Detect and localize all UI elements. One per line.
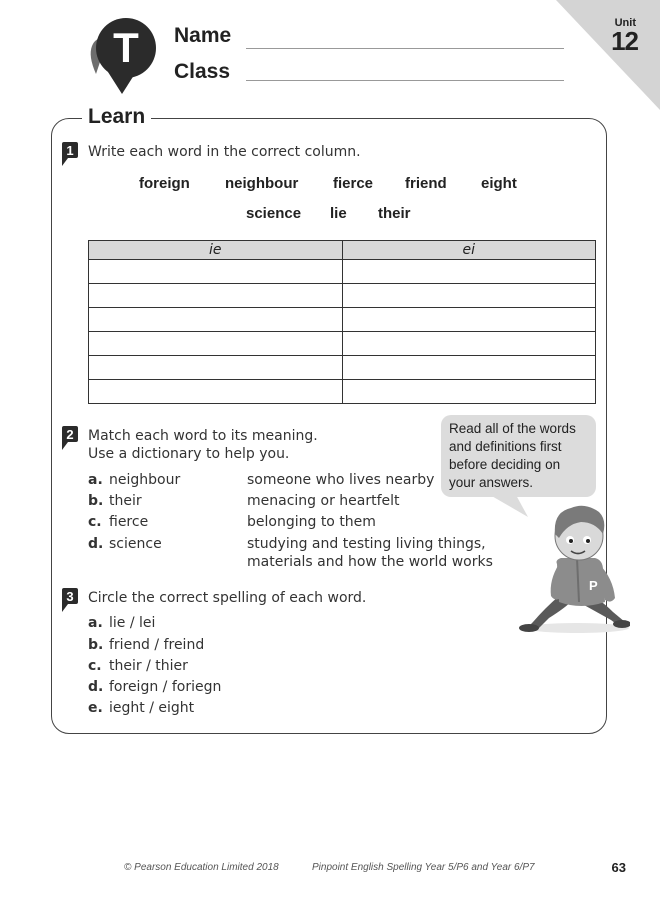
spelling-option[interactable]: friend / freind bbox=[109, 637, 205, 653]
match-letter: d. bbox=[88, 536, 104, 552]
question-3-badge-icon bbox=[60, 588, 80, 612]
answer-cell[interactable] bbox=[342, 332, 596, 356]
question-2-number: 2 bbox=[66, 427, 74, 442]
match-meaning[interactable]: studying and testing living things, bbox=[247, 536, 486, 552]
answer-cell[interactable] bbox=[89, 356, 343, 380]
question-2-badge-icon bbox=[60, 426, 80, 450]
match-word[interactable]: science bbox=[109, 536, 162, 552]
word-science: science bbox=[246, 205, 302, 222]
match-letter: a. bbox=[88, 472, 103, 488]
class-label: Class bbox=[174, 60, 231, 83]
tip-text bbox=[449, 420, 595, 492]
answer-cell[interactable] bbox=[342, 308, 596, 332]
question-3-instruction: Circle the correct spelling of each word. bbox=[88, 590, 367, 606]
sorting-table bbox=[88, 240, 596, 404]
footer-copyright: © Pearson Education Limited 2018 bbox=[124, 862, 279, 873]
name-label: Name bbox=[174, 24, 232, 47]
unit-logo-t-icon bbox=[86, 16, 158, 96]
name-line[interactable] bbox=[246, 48, 564, 49]
spelling-option[interactable]: foreign / foriegn bbox=[109, 679, 222, 695]
question-3-number: 3 bbox=[66, 589, 74, 604]
answer-cell[interactable] bbox=[342, 284, 596, 308]
word-foreign: foreign bbox=[139, 175, 190, 192]
answer-cell[interactable] bbox=[89, 308, 343, 332]
tip-line: before deciding on bbox=[449, 457, 561, 472]
answer-cell[interactable] bbox=[89, 332, 343, 356]
spelling-option[interactable]: lie / lei bbox=[109, 615, 156, 631]
word-eight: eight bbox=[481, 175, 517, 192]
tip-line: your answers. bbox=[449, 475, 534, 490]
svg-text:P: P bbox=[589, 578, 598, 593]
question-1-instruction: Write each word in the correct column. bbox=[88, 144, 361, 160]
answer-cell[interactable] bbox=[89, 380, 343, 404]
question-1-badge-icon bbox=[60, 142, 80, 166]
question-2-instruction-line1: Match each word to its meaning. bbox=[88, 428, 318, 444]
answer-cell[interactable] bbox=[89, 284, 343, 308]
match-word[interactable]: neighbour bbox=[109, 472, 181, 488]
match-word[interactable]: fierce bbox=[109, 514, 149, 530]
logo-letter: T bbox=[113, 24, 139, 71]
match-word[interactable]: their bbox=[109, 493, 142, 509]
table-row bbox=[89, 260, 596, 284]
word-fierce: fierce bbox=[333, 175, 374, 192]
answer-cell[interactable] bbox=[342, 356, 596, 380]
answer-cell[interactable] bbox=[342, 380, 596, 404]
page-number: 63 bbox=[611, 860, 626, 875]
word-their: their bbox=[378, 205, 411, 222]
table-row bbox=[89, 332, 596, 356]
table-row bbox=[89, 356, 596, 380]
spelling-letter: b. bbox=[88, 637, 104, 653]
word-neighbour: neighbour bbox=[225, 175, 299, 192]
tip-line: and definitions first bbox=[449, 439, 562, 454]
unit-number: 12 bbox=[611, 26, 638, 56]
column-header-ie: ie bbox=[89, 241, 343, 260]
spelling-letter: d. bbox=[88, 679, 104, 695]
answer-cell[interactable] bbox=[89, 260, 343, 284]
spelling-option[interactable]: ieght / eight bbox=[109, 700, 195, 716]
match-letter: b. bbox=[88, 493, 104, 509]
column-header-ei: ei bbox=[342, 241, 596, 260]
unit-corner-tab bbox=[556, 0, 660, 110]
class-line[interactable] bbox=[246, 80, 564, 81]
spelling-letter: e. bbox=[88, 700, 103, 716]
match-meaning[interactable]: belonging to them bbox=[247, 514, 376, 530]
spelling-letter: a. bbox=[88, 615, 103, 631]
table-row bbox=[89, 284, 596, 308]
word-friend: friend bbox=[405, 175, 447, 192]
match-meaning-continued: materials and how the world works bbox=[247, 554, 493, 570]
question-2-instruction-line2: Use a dictionary to help you. bbox=[88, 446, 290, 462]
unit-label: Unit bbox=[614, 17, 636, 29]
answer-cell[interactable] bbox=[342, 260, 596, 284]
spelling-option[interactable]: their / thier bbox=[109, 658, 188, 674]
match-meaning[interactable]: menacing or heartfelt bbox=[247, 493, 400, 509]
sitting-boy-character-icon bbox=[515, 500, 630, 635]
spelling-letter: c. bbox=[88, 658, 102, 674]
word-lie: lie bbox=[330, 205, 347, 222]
question-1-number: 1 bbox=[66, 143, 74, 158]
learn-title: Learn bbox=[82, 105, 151, 129]
tip-line: Read all of the words bbox=[449, 421, 576, 436]
footer-book-title: Pinpoint English Spelling Year 5/P6 and Year 6/P7 bbox=[312, 862, 535, 873]
match-meaning[interactable]: someone who lives nearby bbox=[247, 472, 435, 488]
table-row bbox=[89, 380, 596, 404]
match-letter: c. bbox=[88, 514, 102, 530]
table-row bbox=[89, 308, 596, 332]
